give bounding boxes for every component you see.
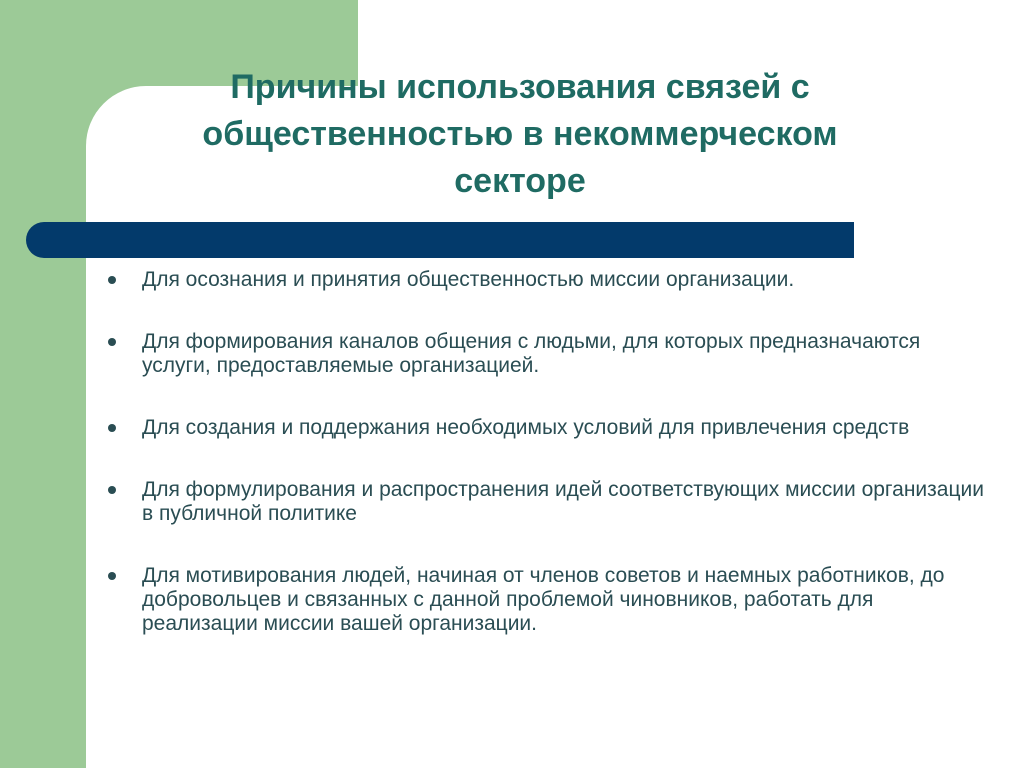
bullet-text: Для мотивирования людей, начиная от членов советов и наемных работников, до добровольцев и связанных с данной проблемой чиновников, работать для реализации миссии вашей организации. — [142, 564, 945, 635]
bullet-text: Для осознания и принятия общественностью миссии организации. — [142, 268, 795, 291]
title-divider-bar — [26, 222, 854, 258]
bullet-dot-icon — [108, 338, 116, 346]
bullet-text: Для создания и поддержания необходимых условий для привлечения средств — [142, 416, 910, 439]
bullet-list — [104, 268, 984, 636]
slide-title-line: общественностью в некоммерческом — [202, 115, 838, 153]
slide-title-line: Причины использования связей с — [230, 68, 810, 106]
bullet-item — [104, 268, 984, 292]
bullet-text: Для формулирования и распространения идей соответствующих миссии организации в публичной политике — [142, 478, 984, 525]
bullet-item — [104, 330, 984, 378]
bullet-dot-icon — [108, 486, 116, 494]
slide-title — [140, 64, 900, 205]
bullet-text: Для формирования каналов общения с людьми, для которых предназначаются услуги, предоставляемые организацией. — [142, 330, 921, 377]
slide-title-line: секторе — [454, 162, 586, 200]
bullet-dot-icon — [108, 572, 116, 580]
bullet-dot-icon — [108, 276, 116, 284]
bullet-item — [104, 478, 984, 526]
bullet-item — [104, 564, 984, 636]
bullet-dot-icon — [108, 424, 116, 432]
bullet-item — [104, 416, 984, 440]
